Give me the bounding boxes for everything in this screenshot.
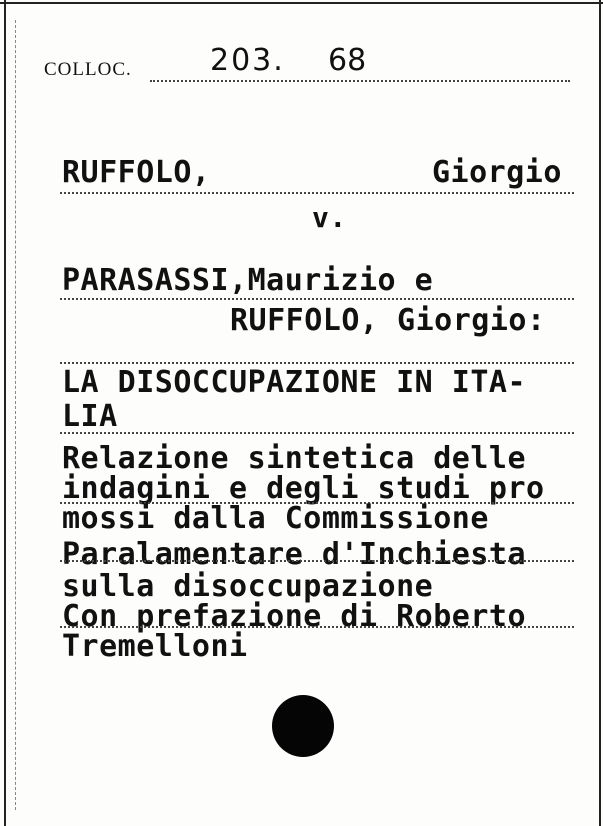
title-top-dotted-line [60, 362, 574, 364]
title-line-2: LIA [62, 399, 118, 434]
author-surname: RUFFOLO, [62, 155, 211, 190]
card-margin-line [15, 20, 17, 810]
description-line-4: Paralamentare d'Inchiesta [62, 537, 527, 572]
author-dotted-line [60, 192, 574, 194]
card-top-edge [0, 2, 603, 4]
description-line-2: indagini e degli studi pro [62, 471, 545, 506]
authors-line-1: PARASASSI,Maurizio e [62, 263, 434, 298]
authors-line-2: RUFFOLO, Giorgio: [230, 303, 546, 338]
authors-dotted-line-1 [60, 298, 574, 300]
description-line-6: Con prefazione di Roberto [62, 599, 527, 634]
card-left-edge [4, 0, 6, 826]
description-dotted-line-3 [60, 626, 574, 628]
collocation-dotted-line [150, 80, 570, 82]
collocation-label: COLLOC. [44, 59, 132, 80]
author-firstname: Giorgio [432, 155, 562, 190]
description-line-5: sulla disoccupazione [62, 569, 434, 604]
card-right-edge [599, 0, 601, 826]
title-dotted-line [60, 432, 574, 434]
description-line-7: Tremelloni [62, 629, 248, 664]
description-dotted-line-2 [60, 560, 574, 562]
description-line-1: Relazione sintetica delle [62, 441, 527, 476]
punch-hole [272, 695, 334, 757]
collocation-number-2: 68 [328, 43, 367, 78]
description-line-3: mossi dalla Commissione [62, 501, 489, 536]
collocation-number: 203. [210, 43, 285, 78]
see-reference: v. [312, 201, 347, 234]
title-line-1: LA DISOCCUPAZIONE IN ITA- [62, 365, 527, 400]
